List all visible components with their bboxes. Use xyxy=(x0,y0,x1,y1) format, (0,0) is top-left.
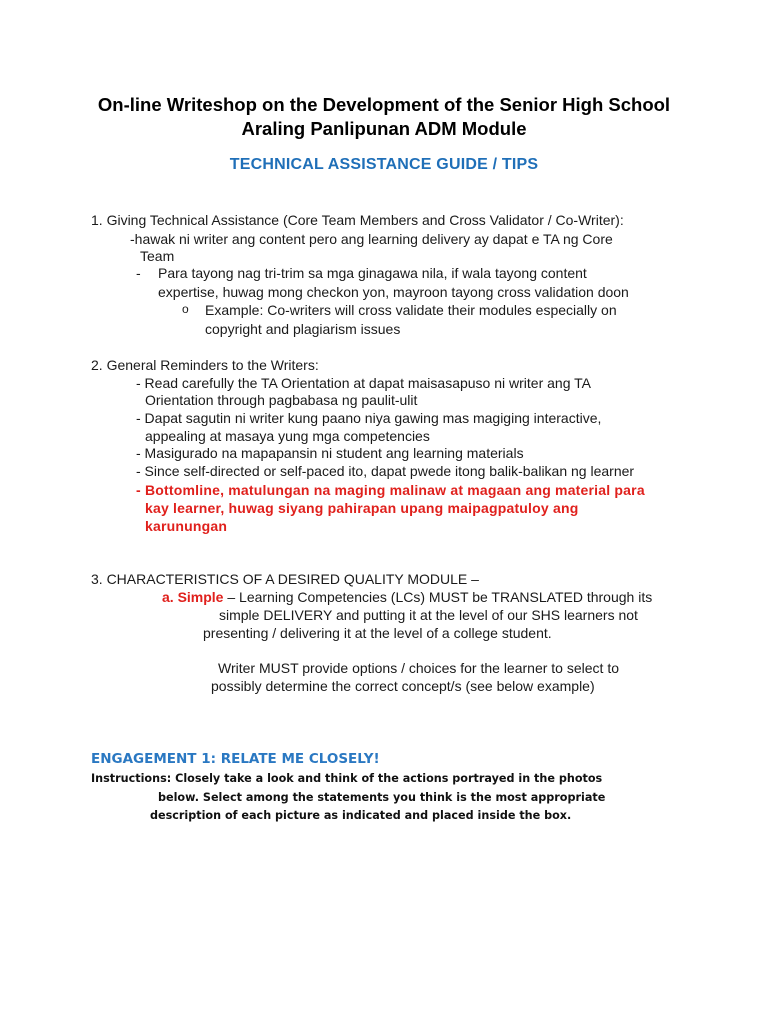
section2-heading: 2. General Reminders to the Writers: xyxy=(91,357,319,373)
section3-line3: presenting / delivering it at the level of a college student. xyxy=(203,625,552,641)
document-title-line1: On-line Writeshop on the Development of the Senior High School xyxy=(97,94,671,115)
engagement-title: ENGAGEMENT 1: RELATE ME CLOSELY! xyxy=(91,751,380,767)
section2-item: - Since self-directed or self-paced ito, dapat pwede itong balik-balikan ng learner xyxy=(136,463,635,479)
section3-line2: simple DELIVERY and putting it at the level of our SHS learners not xyxy=(219,607,638,623)
simple-text: – Learning Competencies (LCs) MUST be TRANSLATED through its xyxy=(223,589,653,605)
section2-item: - Dapat sagutin ni writer kung paano niya gawing mas magiging interactive, xyxy=(136,410,602,426)
simple-label: a. Simple xyxy=(162,589,224,605)
section2-item: appealing at masaya yung mga competencies xyxy=(145,428,430,444)
engagement-instructions-line1: Instructions: Closely take a look and think of the actions portrayed in the photos xyxy=(91,772,603,785)
highlight-line2: kay learner, huwag siyang pahirapan upang maipagpatuloy ang xyxy=(145,500,579,516)
section2-item: Orientation through pagbabasa ng paulit-ulit xyxy=(145,392,418,408)
document-title-line2: Araling Panlipunan ADM Module xyxy=(241,118,527,139)
section1-line-b2: expertise, huwag mong checkon yon, mayroon tayong cross validation doon xyxy=(158,284,629,300)
section3-simple-line xyxy=(162,589,652,605)
highlight-line3: karunungan xyxy=(145,518,228,534)
section1-line-c2: copyright and plagiarism issues xyxy=(205,321,401,337)
section1-dash: - xyxy=(136,265,141,281)
section1-line-b1: Para tayong nag tri-trim sa mga ginagawa nila, if wala tayong content xyxy=(158,265,587,281)
engagement-instructions-line2: below. Select among the statements you think is the most appropriate xyxy=(158,791,606,804)
section3-heading: 3. CHARACTERISTICS OF A DESIRED QUALITY MODULE – xyxy=(91,571,479,587)
section3-line4: Writer MUST provide options / choices for the learner to select to xyxy=(218,660,619,676)
engagement-instructions-line3: description of each picture as indicated and placed inside the box. xyxy=(150,809,572,822)
section1-heading: 1. Giving Technical Assistance (Core Team Members and Cross Validator / Co-Writer): xyxy=(91,212,624,228)
highlight-dash: - xyxy=(136,482,141,498)
highlight-line1: Bottomline, matulungan na maging malinaw at magaan ang material para xyxy=(145,482,645,498)
section1-line-c1: Example: Co-writers will cross validate their modules especially on xyxy=(205,302,617,318)
section2-item: - Read carefully the TA Orientation at dapat maisasapuso ni writer ang TA xyxy=(136,375,591,391)
section1-line-a1: -hawak ni writer ang content pero ang learning delivery ay dapat e TA ng Core xyxy=(130,231,613,247)
section3-line5: possibly determine the correct concept/s (see below example) xyxy=(211,678,595,694)
document-subtitle: TECHNICAL ASSISTANCE GUIDE / TIPS xyxy=(229,156,539,173)
section1-line-a2: Team xyxy=(140,248,175,264)
bullet-o: o xyxy=(182,302,189,316)
section2-item: - Masigurado na mapapansin ni student ang learning materials xyxy=(136,445,524,461)
